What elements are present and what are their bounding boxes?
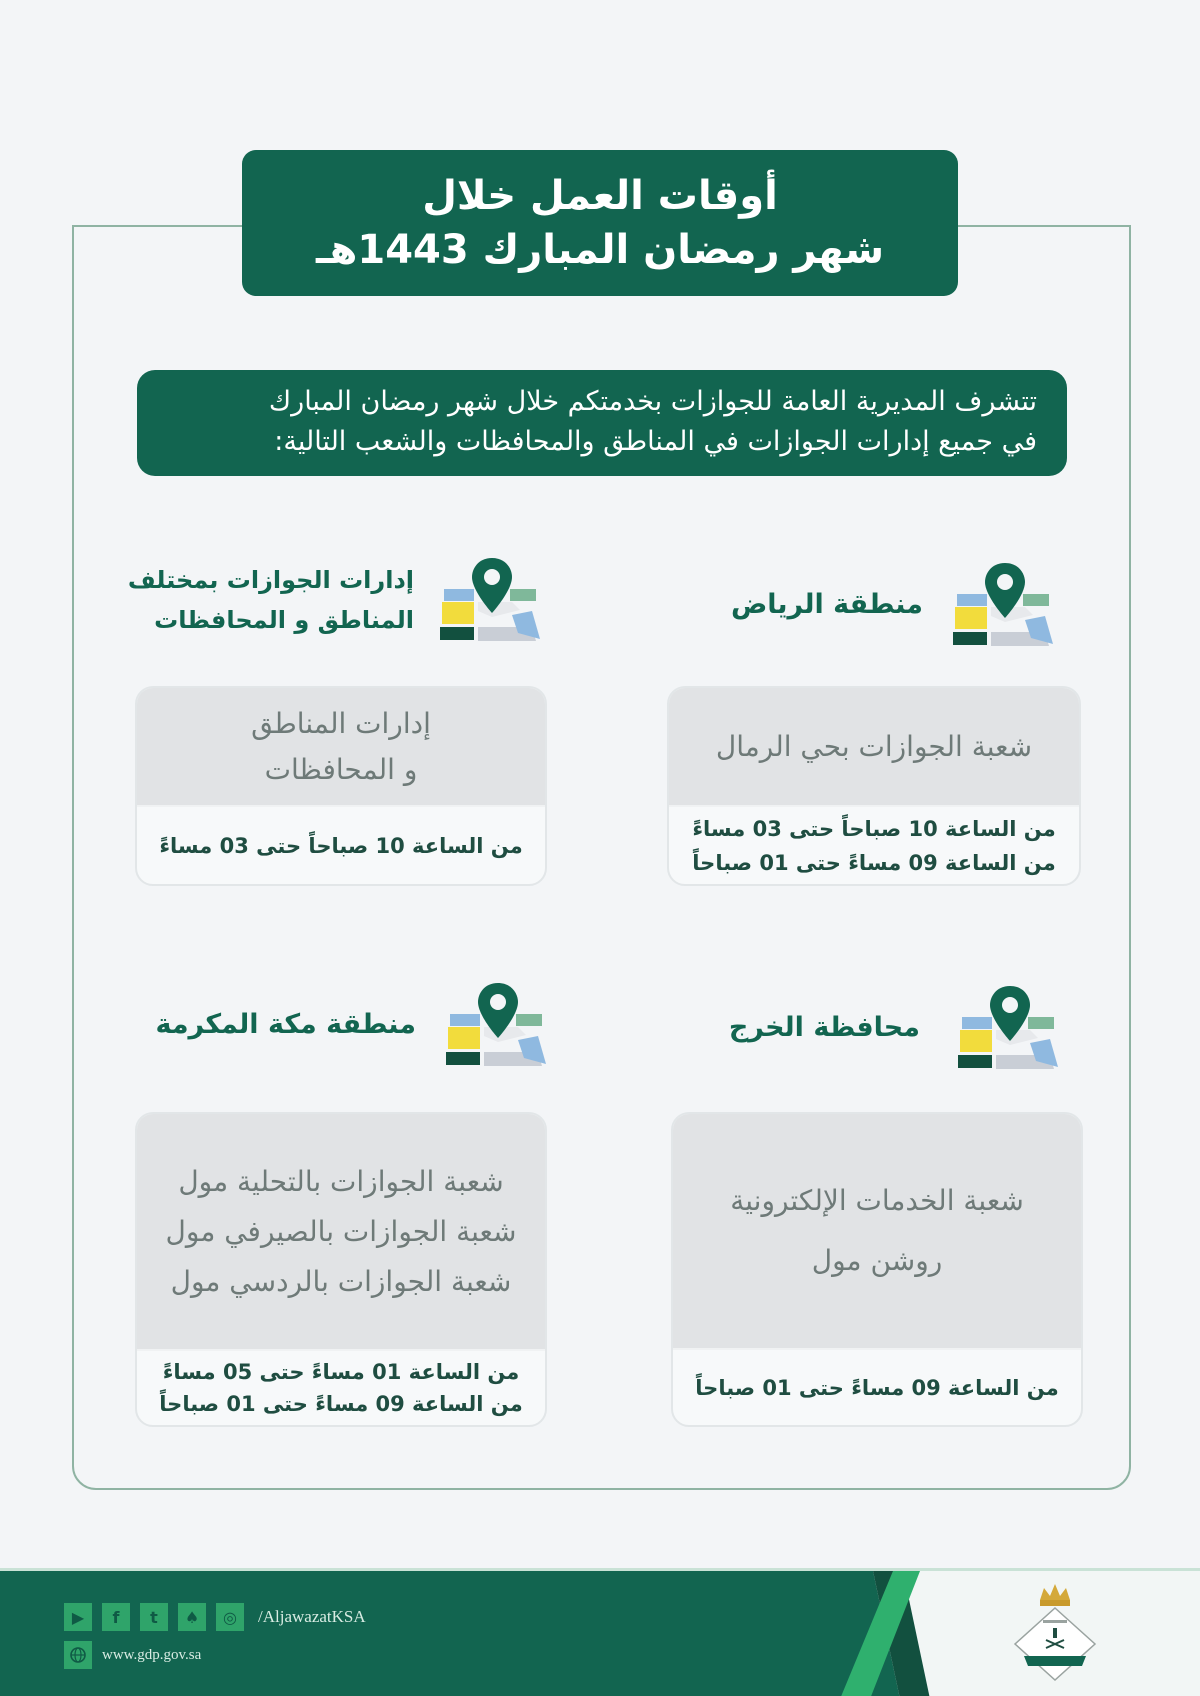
place-name: و المحافظات — [264, 752, 418, 786]
section-title: منطقة الرياض — [730, 589, 923, 620]
place-name: شعبة الجوازات بالصيرفي مول — [165, 1214, 517, 1248]
map-pin-icon — [432, 555, 542, 645]
intro-banner — [137, 370, 1067, 476]
card-places — [669, 688, 1079, 805]
section-title — [128, 560, 414, 640]
twitter-icon[interactable]: t — [140, 1603, 168, 1631]
place-name: إدارات المناطق — [251, 706, 431, 740]
section-title-line2: المناطق و المحافظات — [154, 606, 414, 634]
intro-line1: تتشرف المديرية العامة للجوازات بخدمتكم خلال شهر رمضان المبارك — [268, 386, 1037, 417]
hours-line: من الساعة 09 مساءً حتى 01 صباحاً — [692, 850, 1056, 875]
card-places — [673, 1114, 1081, 1348]
section-riyadh-header — [731, 560, 1055, 650]
card-kharj — [671, 1112, 1083, 1427]
section-makkah-header — [155, 980, 548, 1070]
card-hours — [673, 1348, 1081, 1425]
facebook-icon[interactable]: f — [102, 1603, 130, 1631]
map-pin-icon — [438, 980, 548, 1070]
globe-icon — [64, 1641, 92, 1669]
place-name: شعبة الجوازات بالردسي مول — [170, 1264, 512, 1298]
card-hours — [669, 805, 1079, 884]
section-kharj-header — [729, 983, 1060, 1073]
page-title-banner — [242, 150, 958, 296]
card-regions — [135, 686, 547, 886]
place-name: شعبة الجوازات بحي الرمال — [715, 729, 1033, 763]
hours-line: من الساعة 09 مساءً حتى 01 صباحاً — [695, 1375, 1059, 1400]
hours-line: من الساعة 09 مساءً حتى 01 صباحاً — [159, 1392, 523, 1416]
footer-band — [0, 1571, 900, 1696]
social-links — [64, 1603, 366, 1631]
map-pin-icon — [945, 560, 1055, 650]
section-title: محافظة الخرج — [728, 1012, 920, 1043]
place-name: شعبة الخدمات الإلكترونية — [730, 1184, 1024, 1217]
section-title: منطقة مكة المكرمة — [155, 1009, 416, 1040]
snapchat-icon[interactable]: ♠ — [178, 1603, 206, 1631]
intro-line2: في جميع إدارات الجوازات في المناطق والمحافظات والشعب التالية: — [274, 426, 1037, 457]
page-title-line1: أوقات العمل خلال — [422, 173, 778, 219]
hours-line: من الساعة 01 مساءً حتى 05 مساءً — [162, 1360, 520, 1384]
map-pin-icon — [950, 983, 1060, 1073]
section-regions-header — [128, 555, 542, 645]
section-title-line1: إدارات الجوازات بمختلف — [127, 566, 414, 594]
card-riyadh — [667, 686, 1081, 886]
website-link-row — [64, 1641, 201, 1669]
jawazat-emblem-logo — [1010, 1580, 1100, 1686]
hours-line: من الساعة 10 صباحاً حتى 03 مساءً — [159, 833, 523, 858]
card-places — [137, 1114, 545, 1349]
card-hours — [137, 805, 545, 884]
hours-line: من الساعة 10 صباحاً حتى 03 مساءً — [692, 816, 1056, 841]
place-name: شعبة الجوازات بالتحلية مول — [178, 1164, 504, 1198]
place-name: روشن مول — [811, 1244, 943, 1277]
card-makkah — [135, 1112, 547, 1427]
youtube-icon[interactable]: ▶ — [64, 1603, 92, 1631]
card-hours — [137, 1349, 545, 1425]
social-handle[interactable]: /AljawazatKSA — [258, 1607, 366, 1626]
card-places — [137, 688, 545, 805]
website-link[interactable]: www.gdp.gov.sa — [102, 1646, 202, 1663]
page-title-line2: شهر رمضان المبارك 1443هـ — [315, 227, 885, 273]
instagram-icon[interactable]: ◎ — [216, 1603, 244, 1631]
